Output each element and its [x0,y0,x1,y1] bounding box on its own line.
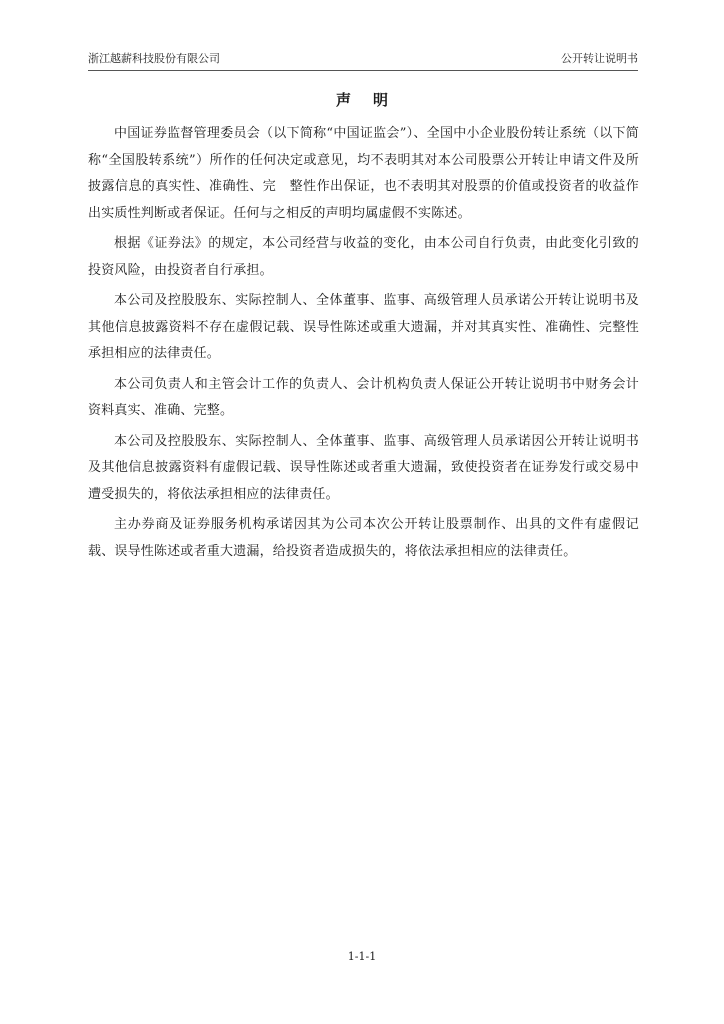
paragraph-csrc-disclaimer: 中国证券监督管理委员会（以下简称“中国证监会”）、全国中小企业股份转让系统（以下简称“全国股转系统”）所作的任何决定或意见，均不表明其对本公司股票公开转让申请文件及所披露信息的真实性、准确性、完 整性作出保证，也不表明其对股票的价值或投资者的收益作出实质性判断或者保证。任何与之相反的声明均属虚假不实陈述。 [88,126,639,221]
page-header [88,50,638,71]
header-company-name: 浙江越薪科技股份有限公司 [88,52,220,65]
paragraph-financial-guarantee: 本公司负责人和主管会计工作的负责人、会计机构负责人保证公开转让说明书中财务会计资料真实、准确、完整。 [88,376,639,418]
page-number: 1-1-1 [347,950,377,963]
paragraph-sponsor-commitment: 主办券商及证券服务机构承诺因其为公司本次公开转让股票制作、出具的文件有虚假记载、误导性陈述或者重大遗漏，给投资者造成损失的，将依法承担相应的法律责任。 [88,517,639,559]
header-document-type: 公开转让说明书 [561,52,638,65]
paragraph-disclosure-commitment: 本公司及控股股东、实际控制人、全体董事、监事、高级管理人员承诺公开转让说明书及其他信息披露资料不存在虚假记载、误导性陈述或重大遗漏，并对其真实性、准确性、完整性承担相应的法律责任。 [88,293,639,361]
paragraph-liability-commitment: 本公司及控股股东、实际控制人、全体董事、监事、高级管理人员承诺因公开转让说明书及其他信息披露资料有虚假记载、误导性陈述或者重大遗漏，致使投资者在证券发行或交易中遭受损失的，将依法承担相应的法律责任。 [88,433,639,502]
page-title: 声明 [335,91,410,109]
paragraph-investment-risk: 根据《证券法》的规定，本公司经营与收益的变化，由本公司自行负责，由此变化引致的投资风险，由投资者自行承担。 [88,236,639,278]
declaration-body [88,121,639,569]
